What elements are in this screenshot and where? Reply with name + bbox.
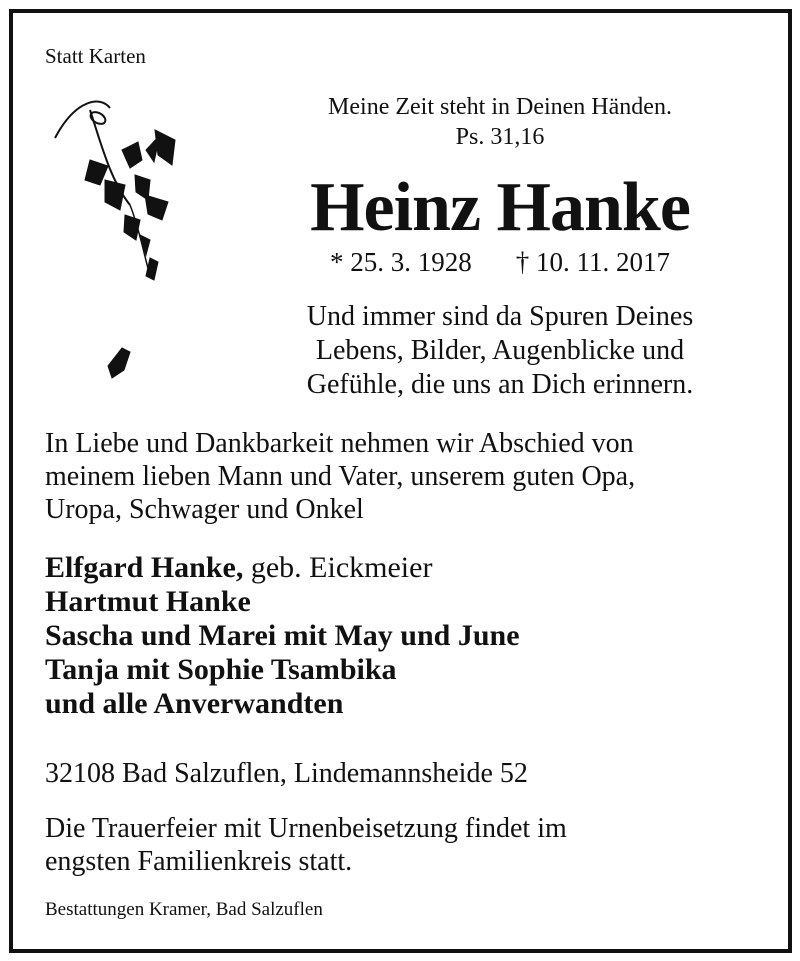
farewell-line: meinem lieben Mann und Vater, unserem guten Opa, [45, 461, 636, 492]
mourner-name: Tanja mit Sophie Tsambika [45, 653, 397, 686]
ceremony-text [45, 812, 775, 878]
motto-reference: Ps. 31,16 [455, 124, 545, 150]
farewell-text [45, 427, 775, 526]
life-dates [240, 246, 760, 278]
maiden-name: geb. Eickmeier [243, 551, 433, 584]
mourner-name: Sascha und Marei mit May und June [45, 619, 520, 652]
mourner-name: und alle Anverwandten [45, 687, 344, 720]
verse-line: Lebens, Bilder, Augenblicke und [315, 335, 685, 366]
statt-karten-label: Statt Karten [45, 44, 146, 68]
address: 32108 Bad Salzuflen, Lindemannsheide 52 [45, 758, 528, 789]
verse-line: Gefühle, die uns an Dich erinnern. [306, 369, 694, 400]
farewell-line: Uropa, Schwager und Onkel [45, 494, 364, 525]
mourner-line [45, 551, 520, 585]
deceased-name: Heinz Hanke [310, 169, 690, 246]
farewell-line: In Liebe und Dankbarkeit nehmen wir Abschied von [45, 428, 634, 459]
mourner-name: Hartmut Hanke [45, 585, 251, 618]
motto-line: Meine Zeit steht in Deinen Händen. [328, 94, 672, 120]
verse [240, 300, 760, 402]
verse-line: Und immer sind da Spuren Deines [306, 301, 694, 332]
ceremony-line: engsten Familienkreis statt. [45, 846, 353, 877]
motto [240, 92, 760, 152]
death-date: † 10. 11. 2017 [515, 247, 670, 277]
birth-date: * 25. 3. 1928 [330, 247, 472, 277]
leaf-branch-icon [50, 90, 190, 400]
undertaker: Bestattungen Kramer, Bad Salzuflen [45, 899, 323, 920]
mourners-list [45, 551, 520, 721]
ceremony-line: Die Trauerfeier mit Urnenbeisetzung findet im [45, 813, 567, 844]
mourner-name: Elfgard Hanke, [45, 551, 244, 584]
